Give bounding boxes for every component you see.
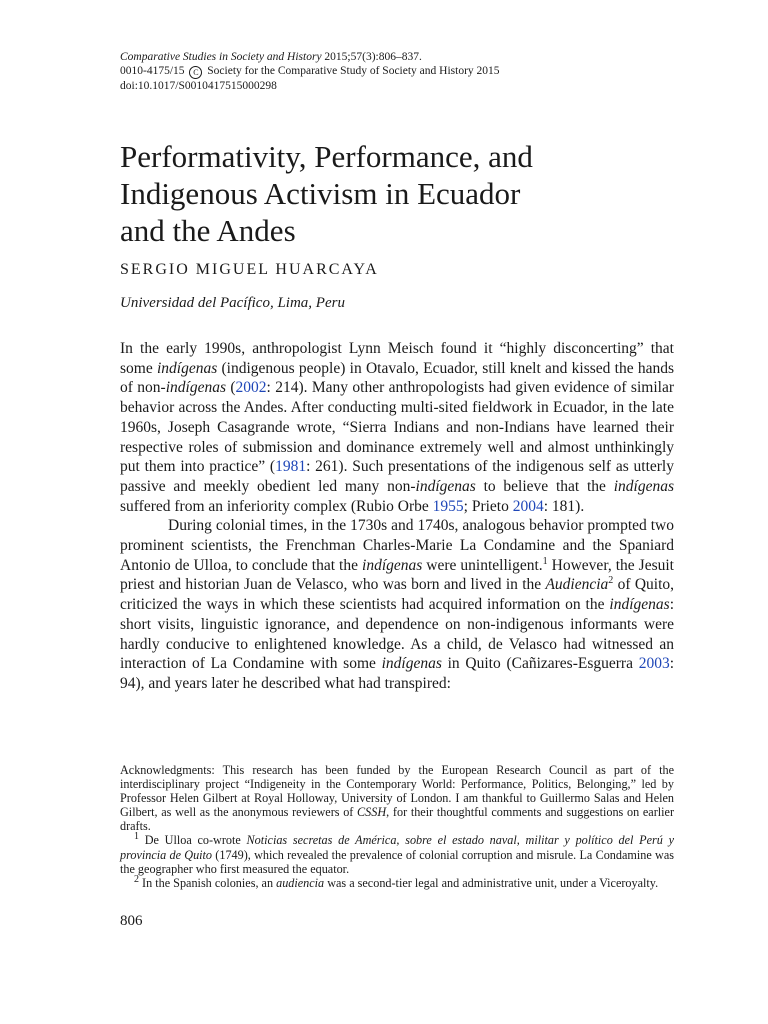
footnote-2 — [120, 873, 674, 890]
italic-text: indígenas — [362, 556, 423, 574]
copyright-text: Society for the Comparative Study of Society and History 2015 — [207, 65, 500, 77]
italic-text: indígenas — [613, 477, 674, 495]
footnotes — [120, 763, 674, 890]
text-run: : 261). Such presentations of the indigenous self as utterly passive and meekly obedient led many non- — [120, 458, 674, 495]
acknowledgments — [120, 763, 674, 833]
text-run: were unintelligent. — [422, 556, 543, 574]
text-run: of Quito, criticized the ways in which these scientists had acquired information on the — [120, 576, 675, 614]
text-run: , for their thoughtful comments and suggestions on earlier drafts. — [120, 805, 674, 834]
citation-link[interactable]: 1955 — [432, 497, 464, 515]
text-run: : short visits, linguistic ignorance, and dependence on non-indigenous informants were hardly conducive to enlightened knowledge. As a child, de Velasco had witnessed an interaction of La Condamine with some — [120, 596, 674, 673]
italic-text: Audiencia — [545, 576, 609, 594]
text-run: In the Spanish colonies, an — [139, 875, 277, 890]
journal-citation-line — [120, 50, 500, 64]
citation-link[interactable]: 1981 — [275, 458, 307, 476]
italic-text: CSSH — [357, 805, 387, 820]
title-line: and the Andes — [120, 213, 296, 248]
text-run: ( — [225, 379, 236, 397]
journal-name: Comparative Studies in Society and History — [120, 51, 322, 63]
text-run: : 94), and years later he described what had transpired: — [120, 655, 674, 692]
text-run: However, the Jesuit priest and historian Juan de Velasco, who was born and lived in the — [120, 556, 674, 594]
text-run: ; Prieto — [463, 497, 513, 515]
author-affiliation: Universidad del Pacífico, Lima, Peru — [120, 295, 345, 311]
footnote-marker[interactable]: 2 — [134, 873, 139, 885]
doi: doi:10.1017/S0010417515000298 — [120, 80, 277, 92]
italic-text: indígenas — [165, 379, 226, 397]
citation-link[interactable]: 2004 — [512, 497, 544, 515]
text-run: was a second-tier legal and administrative unit, under a Viceroyalty. — [324, 875, 659, 890]
title-line: Performativity, Performance, and — [120, 139, 533, 174]
footnote-marker[interactable]: 1 — [134, 831, 139, 843]
footnote-marker[interactable]: 1 — [542, 555, 548, 567]
title-line: Indigenous Activism in Ecuador — [120, 176, 521, 211]
text-run: In the early 1990s, anthropologist Lynn Meisch found it “highly disconcerting” that some — [120, 340, 674, 377]
body-paragraph — [120, 339, 674, 516]
footnote-1 — [120, 833, 674, 875]
journal-header — [120, 50, 500, 93]
text-run: : 214). Many other anthropologists had given evidence of similar behavior across the Andes. After conducting multi-sited fieldwork in Ecuador, in the late 1960s, Joseph Casagrande wrote, “Sierra Indians and non-Indians have learned their respective roles of submission and dominance extremely well and almost unthinkingly put them into practice” ( — [120, 379, 674, 476]
text-run: De Ulloa co-wrote — [139, 833, 247, 848]
text-run: : 181). — [543, 497, 585, 515]
text-run: in Quito (Cañizares-Esguerra — [441, 655, 639, 673]
italic-text: indígenas — [381, 655, 442, 673]
page-number: 806 — [120, 913, 143, 929]
issn-line — [120, 64, 500, 79]
text-run: (indigenous people) in Otavalo, Ecuador, still knelt and kissed the hands of non- — [120, 359, 675, 397]
body-paragraph — [120, 516, 674, 693]
journal-citation: 2015;57(3):806–837. — [324, 51, 422, 63]
italic-text: indígenas — [609, 596, 670, 614]
article-body — [120, 339, 674, 694]
text-run: to believe that the — [475, 477, 614, 495]
citation-link[interactable]: 2002 — [235, 379, 267, 397]
italic-text: indígenas — [415, 477, 476, 495]
copyright-icon: C — [189, 66, 202, 79]
text-run: During colonial times, in the 1730s and 1740s, analogous behavior prompted two prominent scientists, the Frenchman Charles-Marie La Condamine and the Spaniard Antonio de Ulloa, to conclude that the — [120, 517, 674, 574]
text-run: (1749), which revealed the prevalence of colonial corruption and misrule. La Condamine was the geographer who first measured the equator. — [120, 847, 674, 876]
article-title — [120, 138, 680, 249]
issn: 0010-4175/15 — [120, 65, 185, 77]
author-name: SERGIO MIGUEL HUARCAYA — [120, 261, 379, 278]
italic-text: indígenas — [156, 359, 218, 377]
citation-link[interactable]: 2003 — [638, 655, 670, 673]
italic-text: Noticias secretas de América, sobre el estado naval, militar y político del Perú y provincia de Quito — [120, 833, 674, 862]
text-run: suffered from an inferiority complex (Rubio Orbe — [120, 497, 433, 515]
text-run: Acknowledgments: This research has been funded by the European Research Council as part of the interdisciplinary project “Indigeneity in the Contemporary World: Performance, Politics, Belonging,” led by Professor Helen Gilbert at Royal Holloway, University of London. I am thankful to Guillermo Salas and Helen Gilbert, as well as the anonymous reviewers of — [120, 763, 674, 820]
italic-text: audiencia — [276, 875, 325, 890]
footnote-marker[interactable]: 2 — [608, 575, 614, 587]
